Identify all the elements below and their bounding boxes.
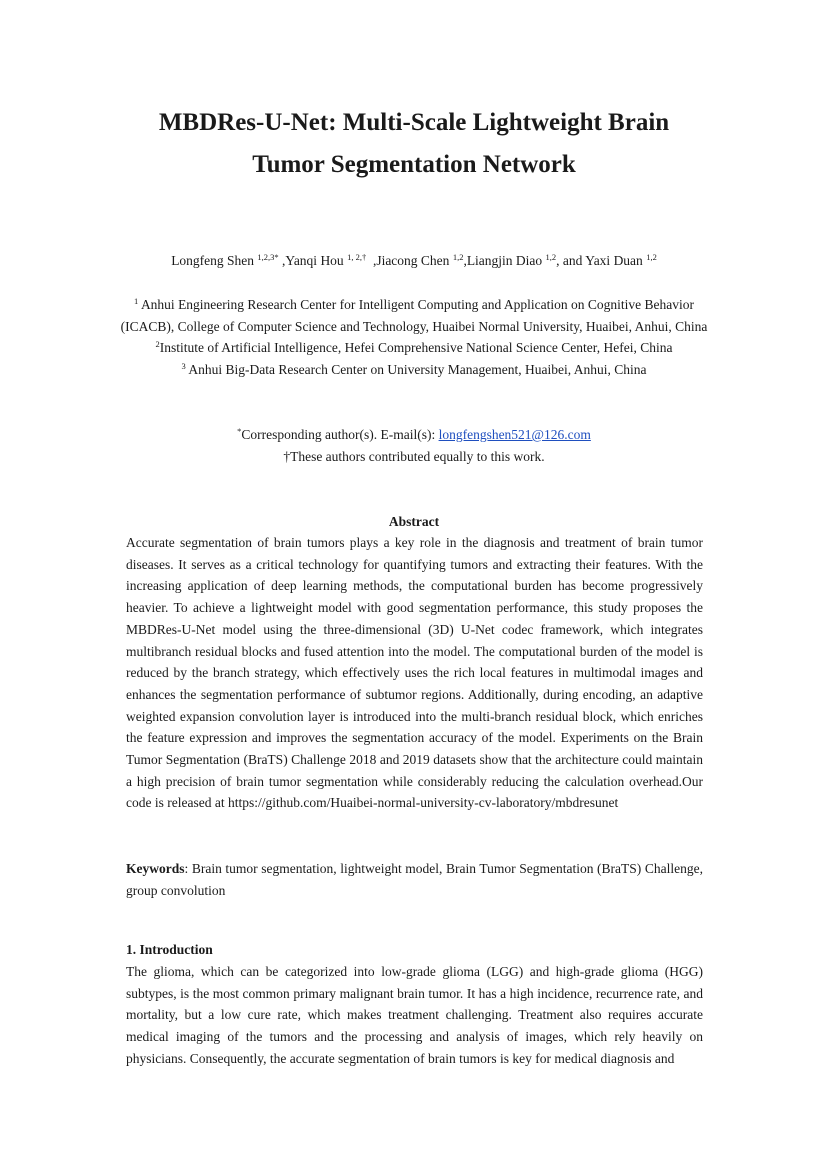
author-name: Jiacong Chen [376, 253, 450, 268]
keywords-paragraph [126, 858, 703, 901]
author-affil-marks: 1,2 [452, 252, 464, 262]
keywords-text: : Brain tumor segmentation, lightweight model, Brain Tumor Segmentation (BraTS) Challenge, group convolution [126, 861, 703, 898]
abstract-heading: Abstract [388, 514, 440, 529]
author-name: Yanqi Hou [285, 253, 344, 268]
section-heading-introduction: 1. Introduction [126, 942, 213, 957]
author-affil-marks: 1, 2,† [347, 252, 367, 262]
correspondence-note [0, 424, 828, 467]
title-line-2: Tumor Segmentation Network [252, 151, 576, 178]
author-separator: , and [556, 253, 586, 268]
title-line-1: MBDRes-U-Net: Multi-Scale Lightweight Brain [158, 109, 670, 136]
email-link[interactable]: longfengshen521@126.com [438, 427, 591, 442]
corresponding-author-line: *Corresponding author(s). E-mail(s): longfengshen521@126.com [237, 426, 591, 442]
introduction-body: The glioma, which can be categorized into low-grade glioma (LGG) and high-grade glioma (HGG) subtypes, is the most common primary malignant brain tumor. It has a high incidence, recurrence rate, and mortality, but a low cure rate, which makes treatment challenging. Treatment also requires accurate medical imaging of the tumors and the processing and analysis of images, which rely heavily on physicians. Consequently, the accurate segmentation of brain tumors is key for medical diagnosis and [126, 964, 703, 1066]
author-affil-marks: 1,2 [545, 252, 557, 262]
author-affil-marks: 1,2,3* [257, 252, 279, 262]
affiliation: $^3$ Anhui Big-Data Research Center on University Management, Huaibei, Anhui, China [181, 360, 647, 377]
affiliation: $^2$Institute of Artificial Intelligence, Hefei Comprehensive National Science Center, Hefei, China [155, 339, 673, 355]
author-list [0, 251, 828, 271]
abstract-body: Accurate segmentation of brain tumors plays a key role in the diagnosis and treatment of brain tumor diseases. It serves as a critical technology for quantifying tumors and extracting their features. With the increasing application of deep learning methods, the computational burden has become progressively heavier. To achieve a lightweight model with good segmentation performance, this study proposes the MBDRes-U-Net model using the three-dimensional (3D) U-Net codec framework, which integrates multibranch residual blocks and fused attention into the model. The computational burden of the model is reduced by the branch strategy, which effectively uses the rich local features in multimodal images and enhances the segmentation performance of subtumor regions. Additionally, during encoding, an adaptive weighted expansion convolution layer is introduced into the multi-branch residual block, which enriches the feature expression and improves the segmentation accuracy of the model. Experiments on the Brain Tumor Segmentation (BraTS) Challenge 2018 and 2019 datasets show that the architecture could maintain a high precision of brain tumor segmentation while considerably reducing the calculation overhead.Our code is released at https://github.com/Huaibei-normal-university-cv-laboratory/mbdresunet [126, 535, 703, 811]
author-name: Longfeng Shen [171, 253, 255, 268]
paper-title [0, 102, 828, 186]
author-name: Yaxi Duan [585, 253, 643, 268]
equal-contribution-note: †These authors contributed equally to this work. [283, 448, 545, 464]
author-separator: , [278, 253, 286, 268]
author-separator: , [463, 253, 467, 268]
affiliation: $^1$ Anhui Engineering Research Center for Intelligent Computing and Application on Cognitive Behavior (ICACB), College of Computer Science and Technology, Huaibei Normal University, Huaibei, Anhui, China [120, 296, 708, 334]
affiliation-list [120, 294, 708, 380]
author-affil-marks: 1,2 [646, 252, 657, 262]
author-separator: , [372, 253, 377, 268]
keywords-label: Keywords [126, 861, 185, 876]
author-name: Liangjin Diao [466, 253, 543, 268]
